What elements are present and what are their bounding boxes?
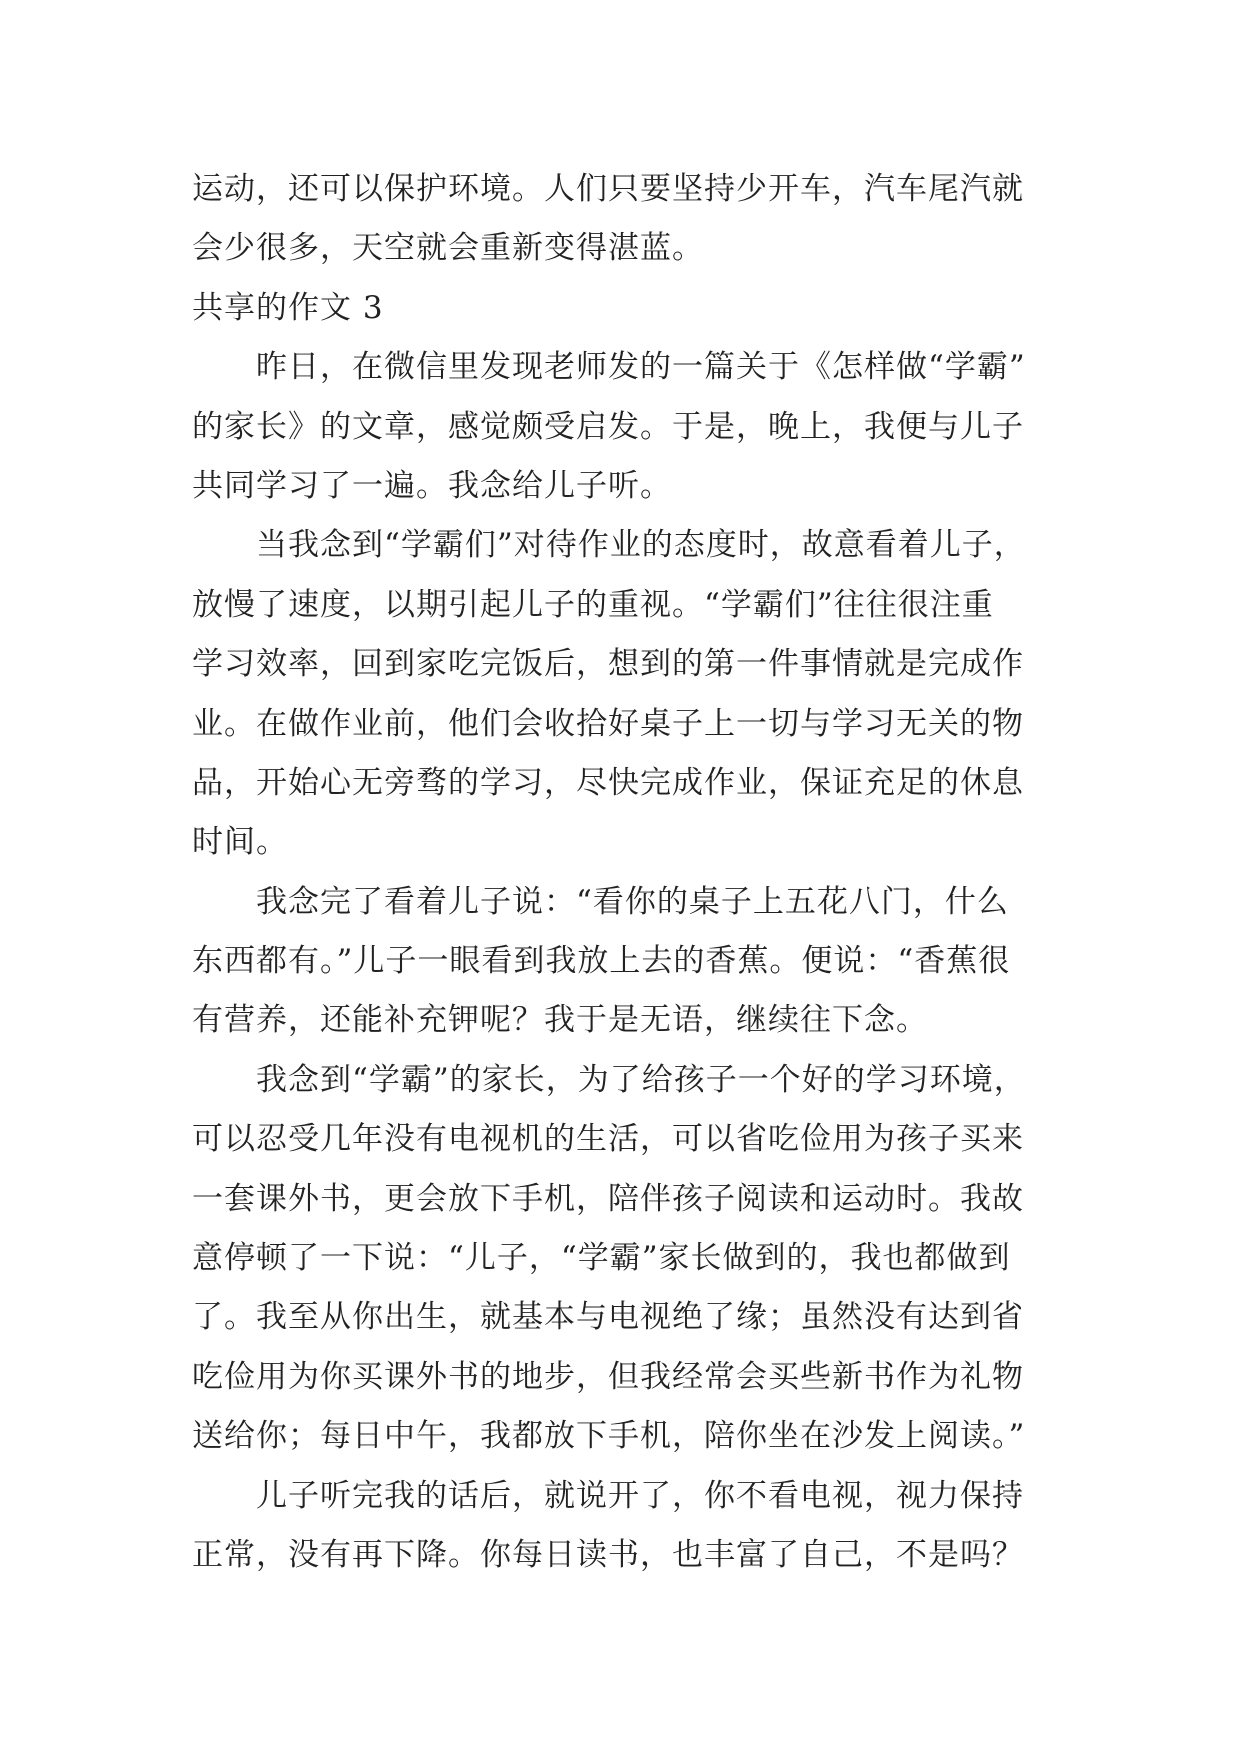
section-heading: 共享的作文 3 xyxy=(192,289,384,326)
paragraph-line: 意停顿了一下说：“儿子，“学霸”家长做到的，我也都做到 xyxy=(192,1240,1011,1277)
paragraph-line: 儿子听完我的话后，就说开了，你不看电视，视力保持 xyxy=(256,1477,1024,1514)
paragraph-line: 会少很多，天空就会重新变得湛蓝。 xyxy=(192,230,704,267)
paragraph-line: 当我念到“学霸们”对待作业的态度时，故意看着儿子， xyxy=(256,527,1026,564)
paragraph-line: 品，开始心无旁骛的学习，尽快完成作业，保证充足的休息 xyxy=(192,764,1024,801)
paragraph-line: 我念完了看着儿子说：“看你的桌子上五花八门，什么 xyxy=(256,883,1009,920)
paragraph-line: 可以忍受几年没有电视机的生活，可以省吃俭用为孩子买来 xyxy=(192,1121,1024,1158)
paragraph-line: 送给你；每日中午，我都放下手机，陪你坐在沙发上阅读。” xyxy=(192,1418,1026,1455)
paragraph-line: 学习效率，回到家吃完饭后，想到的第一件事情就是完成作 xyxy=(192,646,1024,683)
paragraph-line: 正常，没有再下降。你每日读书，也丰富了自己，不是吗？ xyxy=(192,1536,1024,1573)
paragraph-line: 一套课外书，更会放下手机，陪伴孩子阅读和运动时。我故 xyxy=(192,1180,1024,1217)
document-body xyxy=(192,160,1072,1585)
paragraph-line: 放慢了速度，以期引起儿子的重视。“学霸们”往往很注重 xyxy=(192,586,994,623)
paragraph-line: 东西都有。”儿子一眼看到我放上去的香蕉。便说：“香蕉很 xyxy=(192,943,1011,980)
paragraph-line: 共同学习了一遍。我念给儿子听。 xyxy=(192,467,672,504)
paragraph-line: 运动，还可以保护环境。人们只要坚持少开车，汽车尾汽就 xyxy=(192,171,1024,207)
paragraph-line: 业。在做作业前，他们会收拾好桌子上一切与学习无关的物 xyxy=(192,705,1024,742)
paragraph-line: 时间。 xyxy=(192,824,288,861)
paragraph-line: 我念到“学霸”的家长，为了给孩子一个好的学习环境， xyxy=(256,1061,1026,1098)
paragraph-line: 了。我至从你出生，就基本与电视绝了缘；虽然没有达到省 xyxy=(192,1299,1024,1336)
paragraph-line: 的家长》的文章，感觉颇受启发。于是，晚上，我便与儿子 xyxy=(192,408,1024,445)
paragraph-line: 吃俭用为你买课外书的地步，但我经常会买些新书作为礼物 xyxy=(192,1358,1024,1395)
paragraph-line: 有营养，还能补充钾呢？我于是无语，继续往下念。 xyxy=(192,1002,928,1039)
paragraph-line: 昨日，在微信里发现老师发的一篇关于《怎样做“学霸” xyxy=(256,349,1026,386)
